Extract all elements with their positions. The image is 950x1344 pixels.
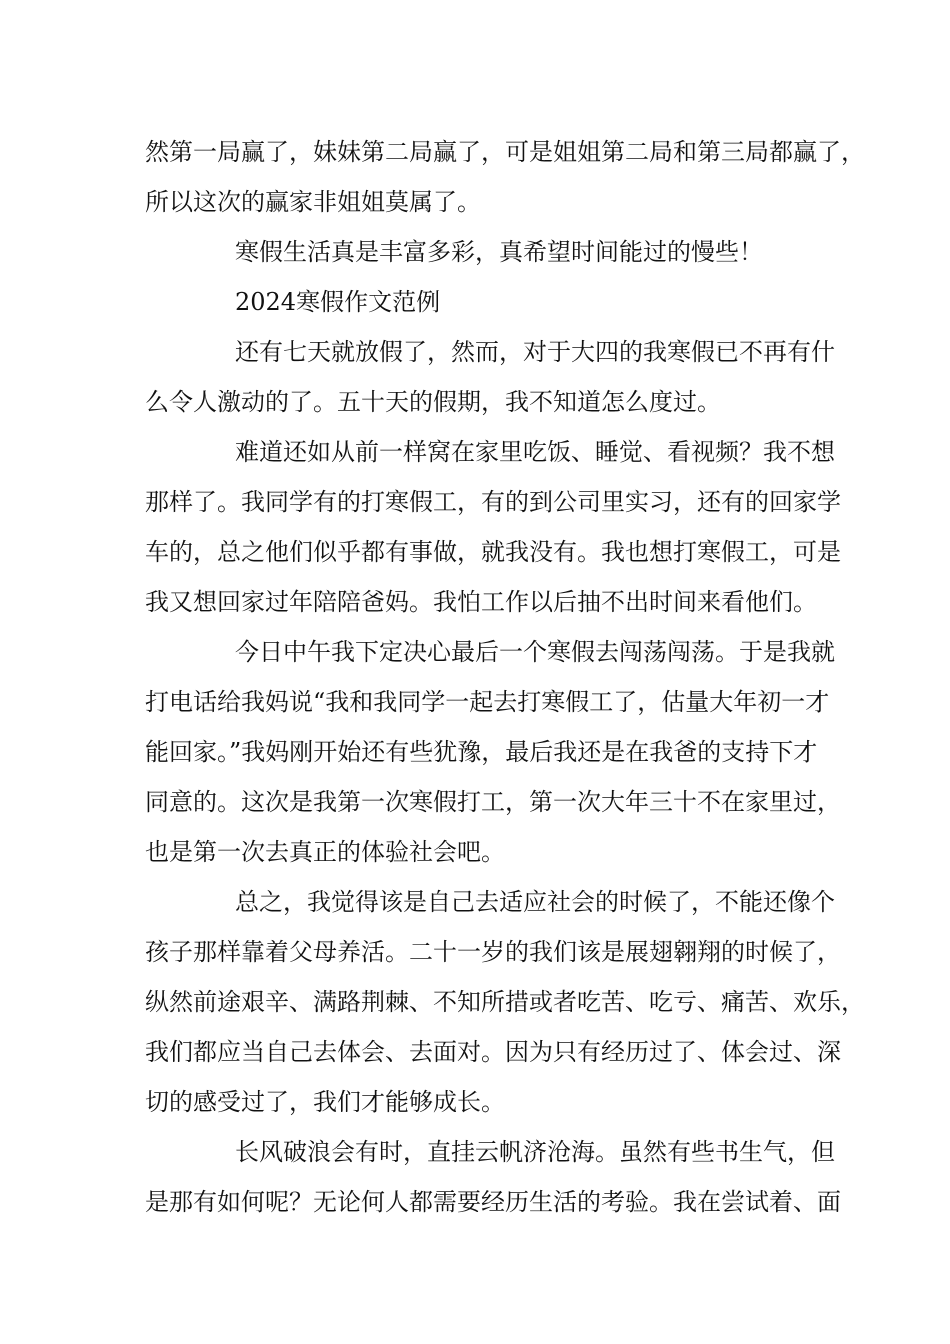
section-heading: 2024寒假作文范例 [235, 288, 441, 316]
paragraph-line: 今日中午我下定决心最后一个寒假去闯荡闯荡。于是我就 [235, 638, 835, 666]
paragraph-line: 还有七天就放假了，然而，对于大四的我寒假已不再有什 [235, 338, 835, 366]
paragraph-line: 孩子那样靠着父母养活。二十一岁的我们该是展翅翱翔的时候了， [145, 938, 841, 966]
paragraph-line: 难道还如从前一样窝在家里吃饭、睡觉、看视频？我不想 [235, 438, 835, 466]
paragraph-line: 同意的。这次是我第一次寒假打工，第一次大年三十不在家里过， [145, 788, 841, 816]
paragraph-line: 是那有如何呢？无论何人都需要经历生活的考验。我在尝试着、面 [145, 1188, 841, 1216]
paragraph-line: 也是第一次去真正的体验社会吧。 [145, 838, 505, 866]
paragraph-line: 我们都应当自己去体会、去面对。因为只有经历过了、体会过、深 [145, 1038, 841, 1066]
paragraph-line: 打电话给我妈说“我和我同学一起去打寒假工了，估量大年初一才 [145, 688, 830, 716]
paragraph-line: 寒假生活真是丰富多彩，真希望时间能过的慢些！ [235, 238, 763, 266]
paragraph-line: 我又想回家过年陪陪爸妈。我怕工作以后抽不出时间来看他们。 [145, 588, 817, 616]
paragraph-line: 么令人激动的了。五十天的假期，我不知道怎么度过。 [145, 388, 721, 416]
paragraph-line: 切的感受过了，我们才能够成长。 [145, 1088, 505, 1116]
paragraph-line: 长风破浪会有时，直挂云帆济沧海。虽然有些书生气，但 [235, 1138, 835, 1166]
paragraph-line: 总之，我觉得该是自己去适应社会的时候了，不能还像个 [235, 888, 835, 916]
paragraph-line: 纵然前途艰辛、满路荆棘、不知所措或者吃苦、吃亏、痛苦、欢乐， [145, 988, 865, 1016]
paragraph-line: 然第一局赢了，妹妹第二局赢了，可是姐姐第二局和第三局都赢了， [145, 138, 865, 166]
paragraph-line: 能回家。”我妈刚开始还有些犹豫，最后我还是在我爸的支持下才 [145, 738, 818, 766]
paragraph-line: 车的，总之他们似乎都有事做，就我没有。我也想打寒假工，可是 [145, 538, 841, 566]
paragraph-line: 所以这次的赢家非姐姐莫属了。 [145, 188, 481, 216]
paragraph-line: 那样了。我同学有的打寒假工，有的到公司里实习，还有的回家学 [145, 488, 841, 516]
